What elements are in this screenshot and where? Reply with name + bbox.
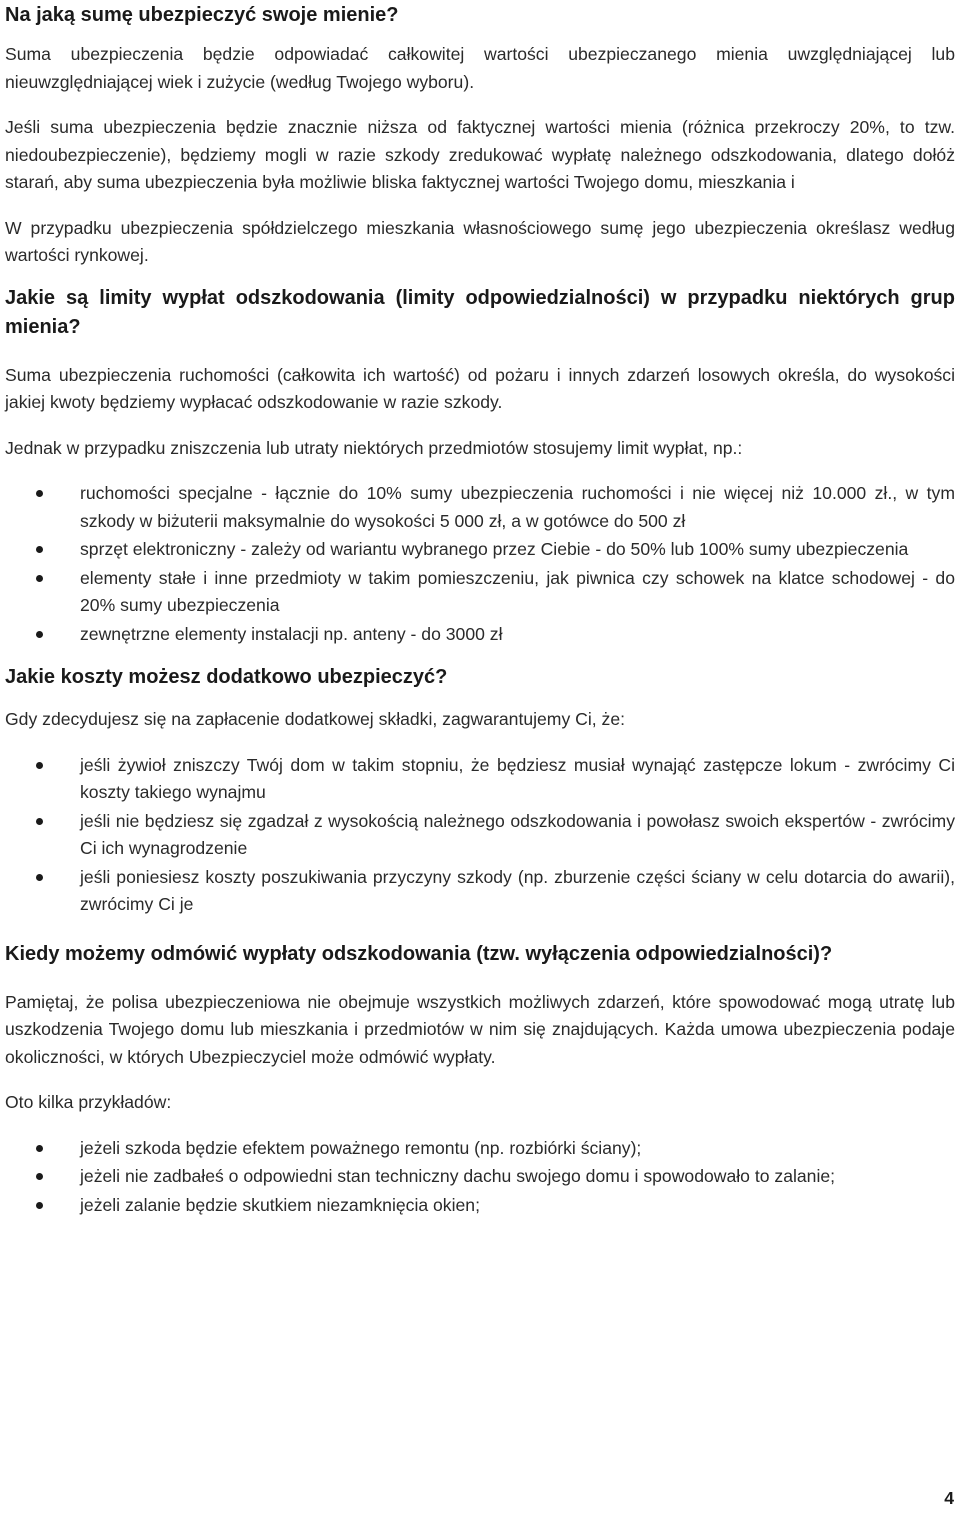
paragraph-limits-intro: Jednak w przypadku zniszczenia lub utraty niektórych przedmiotów stosujemy limit wypłat, np.: <box>5 437 743 458</box>
section-heading-limits: Jakie są limity wypłat odszkodowania (limity odpowiedzialności) w przypadku niektórych grup mienia? <box>5 286 955 338</box>
section-heading-additional-costs: Jakie koszty możesz dodatkowo ubezpieczyć? <box>5 666 448 688</box>
bullet-icon <box>36 546 43 553</box>
bullet-icon <box>36 1173 43 1180</box>
paragraph-cooperative-apartment: W przypadku ubezpieczenia spółdzielczego mieszkania własnościowego sumę jego ubezpieczenia określasz według wartości rynkowej. <box>5 217 955 265</box>
list-item: jeśli nie będziesz się zgadzał z wysokością należnego odszkodowania i powołasz swoich ekspertów - zwrócimy Ci ich wynagrodzenie <box>5 808 955 863</box>
bullet-icon <box>36 631 43 638</box>
exclusions-list <box>5 1135 955 1220</box>
paragraph-underinsurance: Jeśli suma ubezpieczenia będzie znacznie niższa od faktycznej wartości mienia (różnica przekroczy 20%, to tzw. niedoubezpieczenie), będziemy mogli w razie szkody zredukować wypłatę należnego odszkodowania, dlatego dołóż starań, aby suma ubezpieczenia była możliwie bliska faktycznej wartości Twojego domu, mieszkania i <box>5 117 955 192</box>
section-heading-sum-insured: Na jaką sumę ubezpieczyć swoje mienie? <box>5 4 399 26</box>
bullet-icon <box>36 1145 43 1152</box>
paragraph-sum-definition: Suma ubezpieczenia będzie odpowiadać całkowitej wartości ubezpieczanego mienia uwzględniającej lub nieuwzględniającej wiek i zużycie (według Twojego wyboru). <box>5 44 955 92</box>
bullet-icon <box>36 1202 43 1209</box>
list-item: jeżeli zalanie będzie skutkiem niezamknięcia okien; <box>5 1192 955 1220</box>
list-item: jeśli poniesiesz koszty poszukiwania przyczyny szkody (np. zburzenie części ściany w celu dotarcia do awarii), zwrócimy Ci je <box>5 864 955 919</box>
list-item: zewnętrzne elementy instalacji np. anteny - do 3000 zł <box>5 621 955 649</box>
list-item: jeśli żywioł zniszczy Twój dom w takim stopniu, że będziesz musiał wynająć zastępcze lokum - zwrócimy Ci koszty takiego wynajmu <box>5 752 955 807</box>
list-item: jeżeli szkoda będzie efektem poważnego remontu (np. rozbiórki ściany); <box>5 1135 955 1163</box>
paragraph-additional-premium: Gdy zdecydujesz się na zapłacenie dodatkowej składki, zagwarantujemy Ci, że: <box>5 709 626 729</box>
limits-list <box>5 480 955 648</box>
bullet-icon <box>36 874 43 881</box>
page-number: 4 <box>944 1488 954 1508</box>
bullet-icon <box>36 818 43 825</box>
bullet-icon <box>36 575 43 582</box>
list-item: sprzęt elektroniczny - zależy od wariantu wybranego przez Ciebie - do 50% lub 100% sumy ubezpieczenia <box>5 536 955 564</box>
paragraph-examples-intro: Oto kilka przykładów: <box>5 1092 172 1112</box>
list-item: ruchomości specjalne - łącznie do 10% sumy ubezpieczenia ruchomości i nie więcej niż 10.000 zł., w tym szkody w biżuterii maksymalnie do wysokości 5 000 zł, a w gotówce do 500 zł <box>5 480 955 535</box>
section-heading-exclusions: Kiedy możemy odmówić wypłaty odszkodowania (tzw. wyłączenia odpowiedzialności)? <box>5 942 833 965</box>
list-item: elementy stałe i inne przedmioty w takim pomieszczeniu, jak piwnica czy schowek na klatce schodowej - do 20% sumy ubezpieczenia <box>5 565 955 620</box>
list-item: jeżeli nie zadbałeś o odpowiedni stan techniczny dachu swojego domu i spowodowało to zalanie; <box>5 1163 955 1191</box>
paragraph-movables-sum: Suma ubezpieczenia ruchomości (całkowita ich wartość) od pożaru i innych zdarzeń losowych określa, do wysokości jakiej kwoty będziemy wypłacać odszkodowanie w razie szkody. <box>5 364 955 412</box>
paragraph-exclusions: Pamiętaj, że polisa ubezpieczeniowa nie obejmuje wszystkich możliwych zdarzeń, które spowodować mogą utratę lub uszkodzenia Twojego domu lub mieszkania i przedmiotów w nim się znajdujących. Każda umowa ubezpieczenia podaje okoliczności, w których Ubezpieczyciel może odmówić wypłaty. <box>5 991 955 1067</box>
bullet-icon <box>36 762 43 769</box>
additional-costs-list <box>5 752 955 919</box>
bullet-icon <box>36 490 43 497</box>
